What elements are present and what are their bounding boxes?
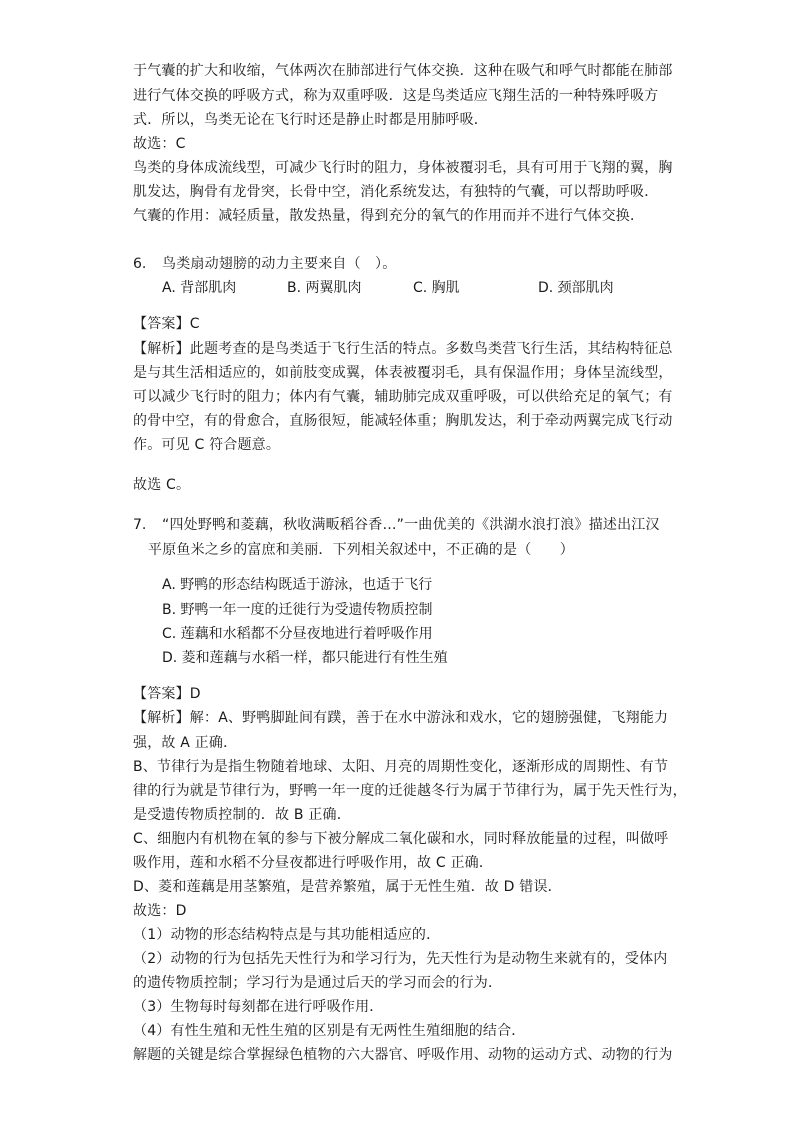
conclusion-line: 故选 C。 [133, 477, 191, 493]
option-b: B. 两翼肌肉 [287, 280, 362, 296]
analysis-line: 可以减少飞行时的阻力；体内有气囊，辅助肺完成双重呼吸，可以供给充足的氧气；有 [133, 389, 673, 405]
option-d: D. 菱和莲藕与水稻一样，都只能进行有性生殖 [162, 650, 448, 666]
analysis-line: D、菱和莲藕是用茎繁殖，是营养繁殖，属于无性生殖．故 D 错误． [133, 879, 562, 895]
text-line: 式．所以，鸟类无论在飞行时还是静止时都是用肺呼吸． [133, 112, 488, 128]
analysis-line: B、节律行为是指生物随着地球、太阳、月亮的周期性变化，逐渐形成的周期性、有节 [133, 759, 669, 775]
text-line: 鸟类的身体成流线型，可减少飞行时的阻力，身体被覆羽毛，具有可用于飞翔的翼，胸 [133, 160, 673, 176]
answer-label: 【答案】C [133, 316, 200, 332]
option-b: B. 野鸭一年一度的迁徙行为受遗传物质控制 [162, 602, 433, 618]
analysis-line: C、细胞内有机物在氧的参与下被分解成二氧化碳和水，同时释放能量的过程，叫做呼 [133, 831, 669, 847]
question-number: 7. [133, 517, 147, 533]
analysis-line: 【解析】此题考查的是鸟类适于飞行生活的特点。多数鸟类营飞行生活，其结构特征总 [133, 341, 673, 357]
analysis-line: 是受遗传物质控制的．故 B 正确． [133, 807, 351, 823]
analysis-line: 吸作用，莲和水稻不分昼夜都进行呼吸作用，故 C 正确． [133, 855, 494, 871]
text-line: 于气囊的扩大和收缩，气体两次在肺部进行气体交换．这种在吸气和呼气时都能在肺部 [133, 63, 673, 79]
analysis-line: 故选：D [133, 903, 187, 919]
option-a: A. 野鸭的形态结构既适于游泳，也适于飞行 [162, 577, 433, 593]
question-stem: “四处野鸭和菱藕，秋收满畈稻谷香…”一曲优美的《洪湖水浪打浪》描述出江汉 [162, 517, 660, 533]
text-line: 气囊的作用：减轻质量，散发热量，得到充分的氧气的作用而并不进行气体交换． [133, 208, 645, 224]
analysis-line: （3）生物每时每刻都在进行呼吸作用． [133, 999, 384, 1015]
analysis-line: 律的行为就是节律行为，野鸭一年一度的迁徙越冬行为属于节律行为，属于先天性行为， [133, 783, 687, 799]
option-d: D. 颈部肌肉 [538, 280, 614, 296]
analysis-line: 解题的关键是综合掌握绿色植物的六大器官、呼吸作用、动物的运动方式、动物的行为 [133, 1047, 673, 1063]
analysis-line: 【解析】解：A、野鸭脚趾间有蹼，善于在水中游泳和戏水，它的翅膀强健，飞翔能力 [133, 710, 669, 726]
question-stem: 平原鱼米之乡的富庶和美丽．下列相关叙述中，不正确的是（ ） [148, 542, 574, 558]
option-a: A. 背部肌肉 [162, 280, 237, 296]
option-c: C. 胸肌 [413, 280, 460, 296]
answer-label: 【答案】D [133, 686, 201, 702]
analysis-line: （1）动物的形态结构特点是与其功能相适应的． [133, 927, 441, 943]
analysis-line: 的遗传物质控制；学习行为是通过后天的学习而会的行为． [133, 975, 503, 991]
option-c: C. 莲藕和水稻都不分昼夜地进行着呼吸作用 [162, 626, 433, 642]
analysis-line: 的骨中空，有的骨愈合，直肠很短，能减轻体重；胸肌发达，利于牵动两翼完成飞行动 [133, 413, 673, 429]
question-number: 6. [133, 256, 147, 272]
text-line: 肌发达，胸骨有龙骨突，长骨中空，消化系统发达，有独特的气囊，可以帮助呼吸． [133, 184, 659, 200]
analysis-line: 作。可见 C 符合题意。 [133, 437, 281, 453]
question-stem: 鸟类扇动翅膀的动力主要来自（ ）。 [162, 256, 397, 272]
text-line: 故选：C [133, 136, 186, 152]
analysis-line: （2）动物的行为包括先天性行为和学习行为，先天性行为是动物生来就有的，受体内 [133, 951, 668, 967]
analysis-line: 强，故 A 正确． [133, 735, 238, 751]
analysis-line: （4）有性生殖和无性生殖的区别是有无两性生殖细胞的结合． [133, 1023, 526, 1039]
text-line: 进行气体交换的呼吸方式，称为双重呼吸．这是鸟类适应飞翔生活的一种特殊呼吸方 [133, 88, 659, 104]
analysis-line: 是与其生活相适应的，如前肢变成翼，体表被覆羽毛，具有保温作用；身体呈流线型， [133, 365, 673, 381]
